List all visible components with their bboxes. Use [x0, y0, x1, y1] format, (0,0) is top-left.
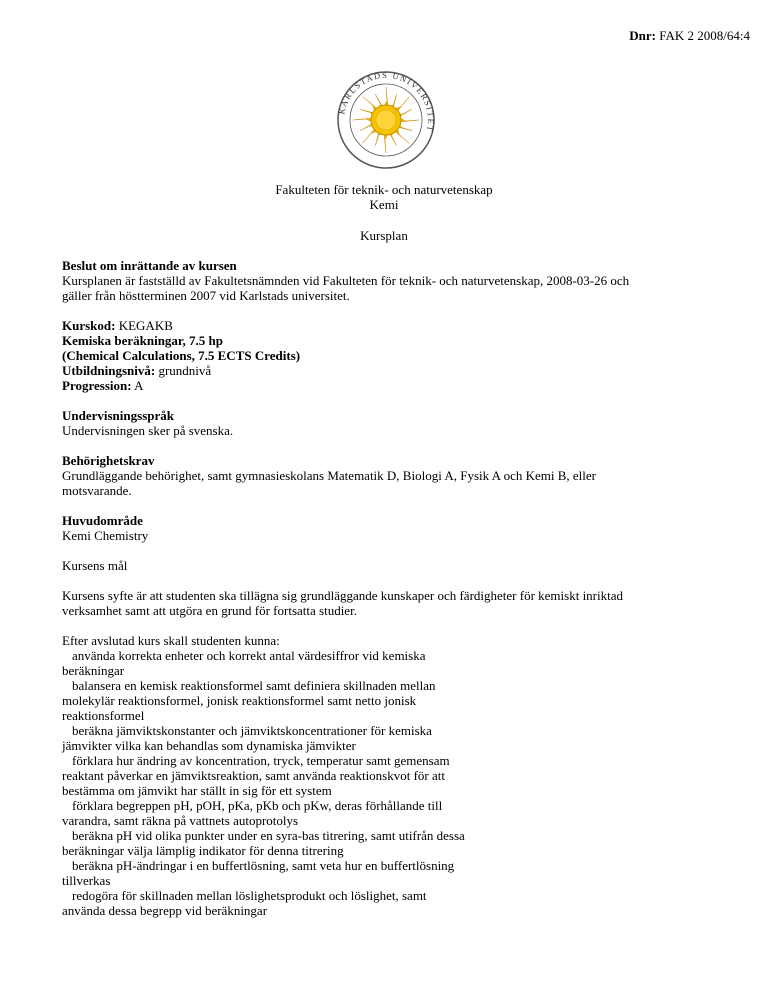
course-code-label: Kurskod: [62, 318, 116, 333]
faculty-name: Fakulteten för teknik- och naturvetenskap [275, 182, 493, 197]
goal-item [62, 723, 722, 753]
main-field-text: Kemi Chemistry [62, 528, 149, 543]
goal-item [62, 648, 722, 678]
university-seal-logo [336, 70, 436, 170]
document-number [629, 28, 750, 43]
language-text: Undervisningen sker på svenska. [62, 423, 234, 438]
goal-item-line: beräkna pH vid olika punkter under en syra-bas titrering, samt utifrån dessa [72, 828, 465, 843]
goal-item-line: bestämma om jämvikt har ställt in sig för ett system [62, 783, 332, 798]
goal-item-line: beräkna pH-ändringar i en buffertlösning, samt veta hur en buffertlösning [72, 858, 455, 873]
course-name: Kemiska beräkningar, 7.5 hp [62, 333, 223, 348]
document-body [62, 258, 722, 918]
goal-item [62, 828, 722, 858]
decision-heading: Beslut om inrättande av kursen [62, 258, 237, 273]
goal-item [62, 858, 722, 888]
svg-text:KARLSTADS UNIVERSITET: KARLSTADS UNIVERSITET [336, 70, 436, 134]
header-block [0, 182, 768, 212]
progression-label: Progression: [62, 378, 132, 393]
goal-item-line: balansera en kemisk reaktionsformel samt definiera skillnaden mellan [72, 678, 436, 693]
goal-item-line: redogöra för skillnaden mellan löslighetsprodukt och löslighet, samt [72, 888, 427, 903]
level-line [62, 363, 722, 378]
decision-text-line1: Kursplanen är fastställd av Fakultetsnämnden vid Fakulteten för teknik- och naturvetenskap, 2008-03-26 och [62, 273, 630, 288]
goal-item-line: förklara hur ändring av koncentration, tryck, temperatur samt gemensam [72, 753, 450, 768]
progression-value: A [134, 378, 144, 393]
level-value: grundnivå [158, 363, 212, 378]
goal-item-line: varandra, samt räkna på vattnets autoprotolys [62, 813, 299, 828]
sun-ray [384, 134, 388, 153]
goal-item-line: beräkningar välja lämplig indikator för denna titrering [62, 843, 344, 858]
goal-item-line: jämvikter vilka kan behandlas som dynamiska jämvikter [62, 738, 356, 753]
goal-item [62, 678, 722, 723]
progression-line [62, 378, 722, 393]
goal-list [62, 648, 722, 918]
requirements-text-line2: motsvarande. [62, 483, 132, 498]
department-name: Kemi [369, 197, 399, 212]
goal-item [62, 888, 722, 918]
language-heading: Undervisningsspråk [62, 408, 174, 423]
course-code-line [62, 318, 722, 333]
dnr-label: Dnr: [629, 28, 656, 43]
course-name-en: (Chemical Calculations, 7.5 ECTS Credits) [62, 348, 301, 363]
sun-ray [384, 87, 388, 106]
goal-item-line: förklara begreppen pH, pOH, pKa, pKb och pKw, deras förhållande till [72, 798, 443, 813]
goals-intro: Efter avslutad kurs skall studenten kunna: [62, 633, 280, 648]
goals-heading: Kursens mål [62, 558, 128, 573]
main-field-heading: Huvudområde [62, 513, 143, 528]
sun-ray [353, 118, 372, 122]
course-code: KEGAKB [118, 318, 173, 333]
goal-item-line: reaktant påverkar en jämviktsreaktion, samt använda reaktionskvot för att [62, 768, 445, 783]
goal-item-line: beräkna jämviktskonstanter och jämviktskoncentrationer för kemiska [72, 723, 432, 738]
goal-item-line: använda dessa begrepp vid beräkningar [62, 903, 268, 918]
goal-item-line: tillverkas [62, 873, 111, 888]
goals-purpose-line1: Kursens syfte är att studenten ska tillägna sig grundläggande kunskaper och färdigheter för kemiskt inriktad [62, 588, 624, 603]
goal-item-line: reaktionsformel [62, 708, 145, 723]
document-type: Kursplan [360, 228, 408, 243]
requirements-text-line1: Grundläggande behörighet, samt gymnasieskolans Matematik D, Biologi A, Fysik A och Kemi B, eller [62, 468, 597, 483]
sun-ray [400, 118, 419, 122]
goals-purpose-line2: verksamhet samt att utgöra en grund för fortsatta studier. [62, 603, 357, 618]
goal-item [62, 798, 722, 828]
goal-item [62, 753, 722, 798]
decision-text-line2: gäller från höstterminen 2007 vid Karlstads universitet. [62, 288, 350, 303]
requirements-heading: Behörighetskrav [62, 453, 155, 468]
goal-item-line: använda korrekta enheter och korrekt antal värdesiffror vid kemiska [72, 648, 426, 663]
dnr-value: FAK 2 2008/64:4 [659, 28, 750, 43]
goal-item-line: molekylär reaktionsformel, jonisk reaktionsformel samt netto jonisk [62, 693, 417, 708]
goal-item-line: beräkningar [62, 663, 125, 678]
level-label: Utbildningsnivå: [62, 363, 156, 378]
